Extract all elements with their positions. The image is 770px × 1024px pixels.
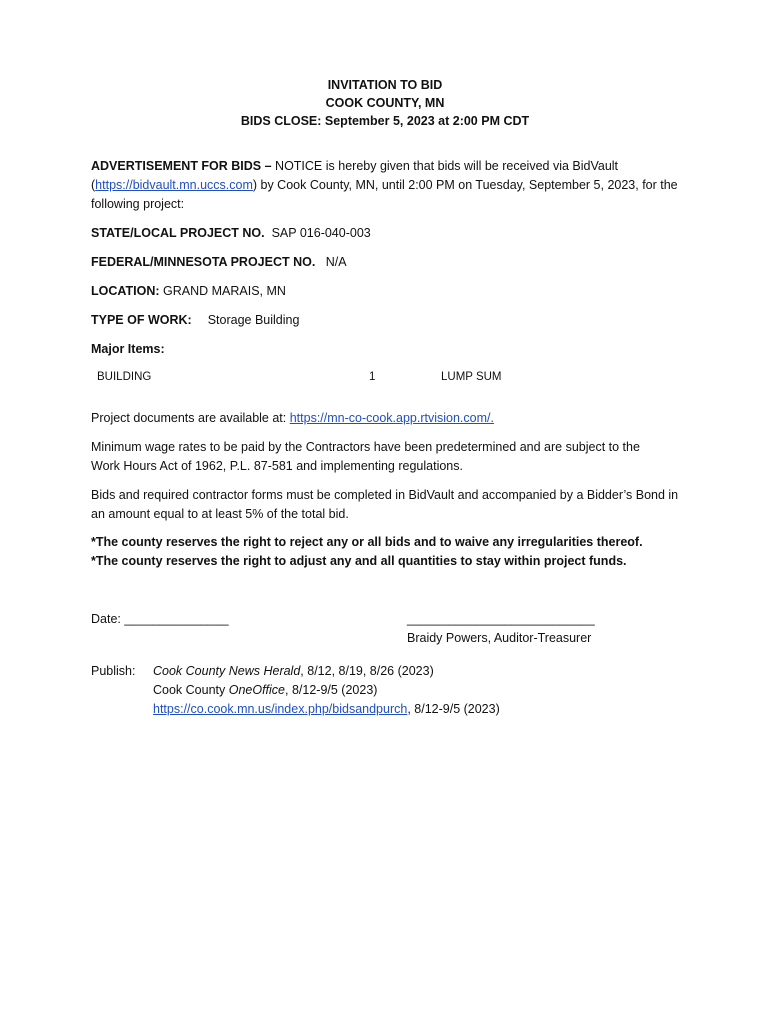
- county-name: COOK COUNTY, MN: [325, 96, 445, 110]
- state-project-line: [91, 224, 691, 243]
- publish-item: [153, 662, 693, 681]
- newspaper-dates: , 8/12, 8/19, 8/26 (2023): [300, 664, 434, 678]
- publish-item: [153, 700, 693, 719]
- advertisement-paragraph: [91, 157, 691, 214]
- bids-close-date: BIDS CLOSE: September 5, 2023 at 2:00 PM CDT: [240, 114, 530, 128]
- type-of-work-label: TYPE OF WORK:: [91, 313, 192, 327]
- paren-open: (: [91, 178, 96, 192]
- bond-paragraph: Bids and required contractor forms must be completed in BidVault and accompanied by a Bidder’s Bond in an amount equal to at least 5% of the total bid.: [91, 488, 679, 521]
- type-of-work-value: Storage Building: [207, 313, 300, 327]
- major-items-table: [91, 368, 691, 388]
- bidvault-link[interactable]: https://bidvault.mn.uccs.com: [95, 178, 253, 192]
- publish-item: [153, 681, 693, 700]
- signature-line: ___________________________: [407, 612, 595, 626]
- reserve-right-adjust: *The county reserves the right to adjust any and all quantities to stay within project funds.: [91, 554, 627, 568]
- wage-paragraph: Minimum wage rates to be paid by the Contractors have been predetermined and are subject to the Work Hours Act of 1962, P.L. 87-581 and implementing regulations.: [91, 440, 640, 473]
- documents-line: [91, 409, 691, 428]
- county-website-link[interactable]: https://co.cook.mn.us/index.php/bidsandpurch: [153, 702, 408, 716]
- advertisement-text-1: NOTICE is hereby given that bids will be received via BidVault: [271, 159, 619, 173]
- rtvision-link[interactable]: https://mn-co-cook.app.rtvision.com/.: [289, 411, 494, 425]
- signer-name: Braidy Powers, Auditor-Treasurer: [407, 631, 592, 645]
- document-header: [0, 76, 770, 130]
- state-project-label: STATE/LOCAL PROJECT NO.: [91, 226, 265, 240]
- item-quantity: 1: [369, 371, 376, 383]
- website-dates: , 8/12-9/5 (2023): [407, 702, 500, 716]
- type-of-work-line: [91, 311, 691, 330]
- oneoffice-dates: , 8/12-9/5 (2023): [285, 683, 378, 697]
- newspaper-name: Cook County News Herald: [153, 664, 301, 678]
- oneoffice-name: OneOffice: [228, 683, 286, 697]
- state-project-value: SAP 016-040-003: [271, 226, 371, 240]
- federal-project-line: [91, 253, 691, 272]
- item-name: BUILDING: [97, 371, 152, 383]
- major-items-heading: [91, 340, 691, 359]
- date-line: Date: _______________: [91, 612, 229, 626]
- publish-list: [153, 662, 693, 719]
- publish-label: Publish:: [91, 664, 136, 678]
- oneoffice-prefix: Cook County: [153, 683, 229, 697]
- signature-block: [407, 610, 607, 648]
- reserve-right-reject: *The county reserves the right to reject any or all bids and to waive any irregularities thereof.: [91, 535, 643, 549]
- location-label: LOCATION:: [91, 284, 160, 298]
- federal-project-label: FEDERAL/MINNESOTA PROJECT NO.: [91, 255, 316, 269]
- advertisement-label: ADVERTISEMENT FOR BIDS –: [91, 159, 272, 173]
- documents-text: Project documents are available at:: [91, 411, 290, 425]
- major-items-label: Major Items:: [91, 342, 165, 356]
- document-title: INVITATION TO BID: [327, 78, 443, 92]
- location-value: GRAND MARAIS, MN: [163, 284, 286, 298]
- item-unit: LUMP SUM: [441, 371, 502, 383]
- advertisement-text-2: ) by Cook County, MN, until 2:00 PM on Tuesday, September 5, 2023, for the following project:: [91, 178, 678, 211]
- federal-project-value: N/A: [325, 255, 347, 269]
- location-line: [91, 282, 691, 301]
